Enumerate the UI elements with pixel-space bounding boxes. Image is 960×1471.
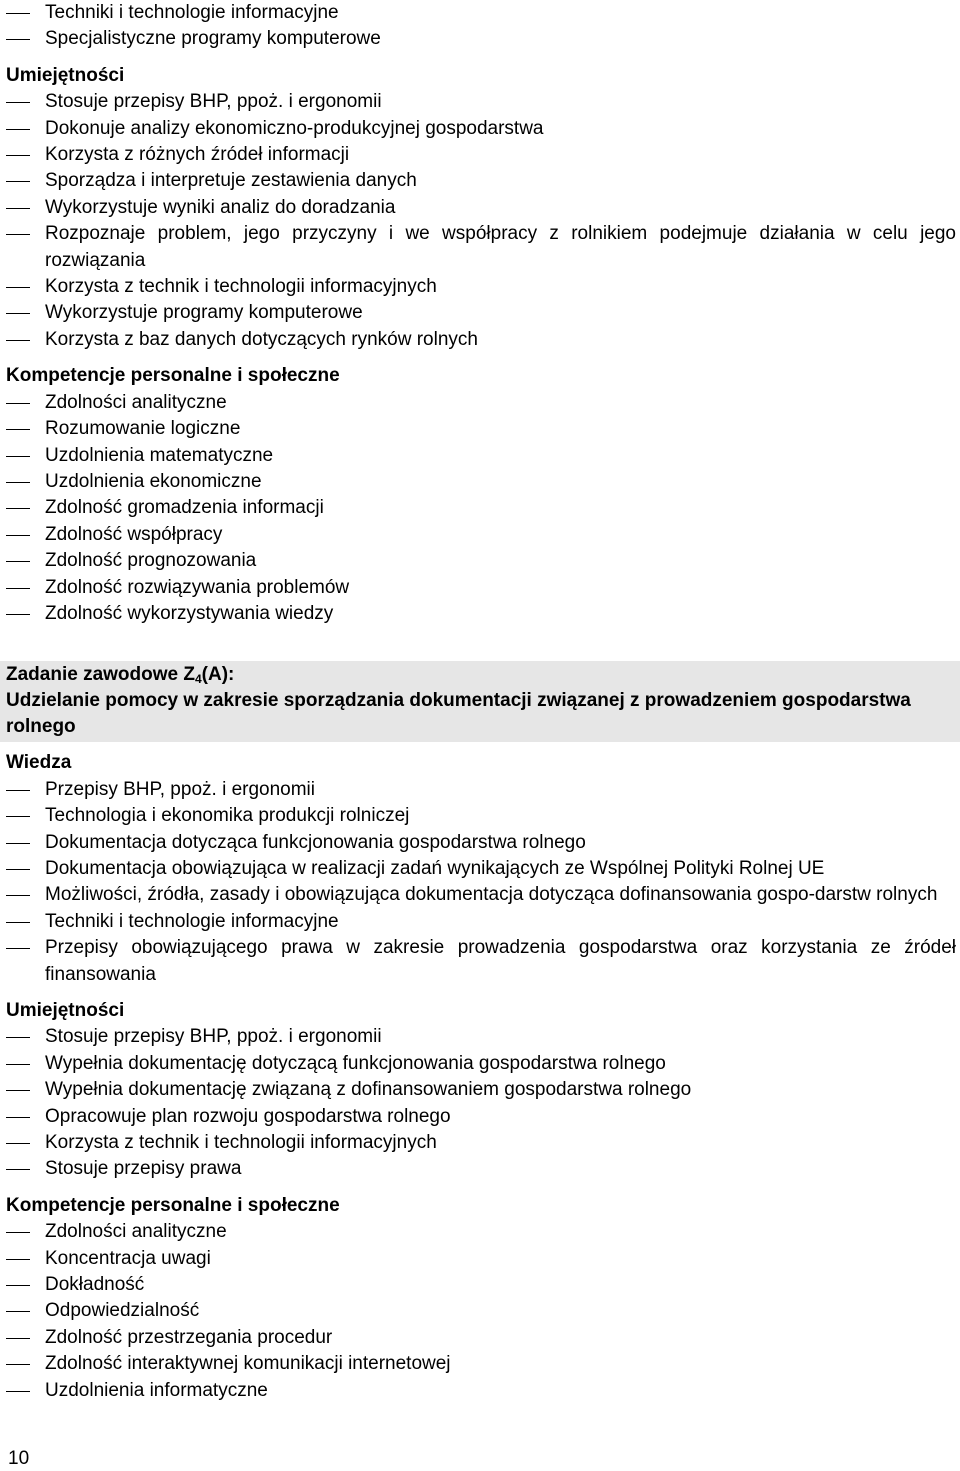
dash-bullet-icon xyxy=(6,1364,30,1365)
dash-bullet-icon xyxy=(6,1037,30,1038)
page-number: 10 xyxy=(8,1448,30,1469)
list-item-text: Stosuje przepisy BHP, ppoż. i ergonomii xyxy=(45,1026,382,1048)
list-item-text: Sporządza i interpretuje zestawienia danych xyxy=(45,170,417,192)
list-item-text: Zdolność przestrzegania procedur xyxy=(45,1326,333,1348)
dash-bullet-icon xyxy=(6,535,30,536)
dash-bullet-icon xyxy=(6,1311,30,1312)
list-item xyxy=(6,777,956,803)
task-title: Udzielanie pomocy w zakresie sporządzania dokumentacji związanej z prowadzeniem gospodarstwa rolnego xyxy=(6,690,911,738)
list-item-text: Przepisy BHP, ppoż. i ergonomii xyxy=(45,778,315,800)
list-item xyxy=(6,1104,956,1130)
dash-bullet-icon xyxy=(6,429,30,430)
list-item-text: Wypełnia dokumentację związaną z dofinansowaniem gospodarstwa rolnego xyxy=(45,1079,692,1101)
skills-list-2 xyxy=(6,1024,956,1182)
list-item xyxy=(6,1325,956,1351)
list-item xyxy=(6,416,956,442)
list-item-text: Opracowuje plan rozwoju gospodarstwa rolnego xyxy=(45,1105,451,1127)
list-item xyxy=(6,935,956,988)
list-item-text: Przepisy obowiązującego prawa w zakresie prowadzenia gospodarstwa oraz korzystania ze źródeł finansowania xyxy=(45,937,956,985)
list-item xyxy=(6,1024,956,1050)
dash-bullet-icon xyxy=(6,895,30,896)
dash-bullet-icon xyxy=(6,313,30,314)
list-item xyxy=(6,469,956,495)
dash-bullet-icon xyxy=(6,1169,30,1170)
dash-bullet-icon xyxy=(6,482,30,483)
list-item-text: Uzdolnienia ekonomiczne xyxy=(45,470,262,492)
task-label: Zadanie zawodowe $Z_4(A)$: xyxy=(6,664,235,687)
list-item xyxy=(6,168,956,194)
dash-bullet-icon xyxy=(6,869,30,870)
skills-heading-2: Umiejętności xyxy=(6,1000,125,1021)
dash-bullet-icon xyxy=(6,287,30,288)
list-item xyxy=(6,221,956,274)
dash-bullet-icon xyxy=(6,1232,30,1233)
dash-bullet-icon xyxy=(6,508,30,509)
list-item xyxy=(6,909,956,935)
list-item xyxy=(6,1051,956,1077)
dash-bullet-icon xyxy=(6,13,30,14)
knowledge-list-continued xyxy=(6,0,956,53)
dash-bullet-icon xyxy=(6,208,30,209)
task-header xyxy=(0,661,960,742)
document-page xyxy=(6,0,956,1404)
list-item xyxy=(6,195,956,221)
list-item-text: Stosuje przepisy prawa xyxy=(45,1158,242,1180)
list-item xyxy=(6,327,956,353)
dash-bullet-icon xyxy=(6,102,30,103)
list-item xyxy=(6,1246,956,1272)
list-item-text: Zdolność interaktywnej komunikacji internetowej xyxy=(45,1353,451,1375)
list-item-text: Technologia i ekonomika produkcji rolniczej xyxy=(45,805,410,827)
list-item-text: Uzdolnienia matematyczne xyxy=(45,444,274,466)
list-item xyxy=(6,390,956,416)
list-item xyxy=(6,0,956,26)
dash-bullet-icon xyxy=(6,1143,30,1144)
list-item xyxy=(6,300,956,326)
list-item xyxy=(6,1351,956,1377)
dash-bullet-icon xyxy=(6,129,30,130)
list-item xyxy=(6,1298,956,1324)
competences-heading: Kompetencje personalne i społeczne xyxy=(6,365,340,387)
list-item xyxy=(6,443,956,469)
skills-list xyxy=(6,89,956,353)
knowledge-list xyxy=(6,777,956,988)
list-item-text: Zdolności analityczne xyxy=(45,1221,227,1243)
list-item xyxy=(6,116,956,142)
list-item-text: Zdolności analityczne xyxy=(45,391,227,413)
list-item-text: Zdolność współpracy xyxy=(45,523,223,545)
list-item-text: Korzysta z technik i technologii informacyjnych xyxy=(45,1132,437,1154)
list-item xyxy=(6,575,956,601)
list-item xyxy=(6,1156,956,1182)
list-item xyxy=(6,495,956,521)
dash-bullet-icon xyxy=(6,1117,30,1118)
dash-bullet-icon xyxy=(6,614,30,615)
list-item-text: Zdolność gromadzenia informacji xyxy=(45,497,324,519)
list-item-text: Odpowiedzialność xyxy=(45,1300,200,1322)
list-item-text: Rozumowanie logiczne xyxy=(45,418,241,440)
list-item-text: Dokumentacja obowiązująca w realizacji zadań wynikających ze Wspólnej Polityki Rolnej UE xyxy=(45,857,825,879)
list-item-text: Rozpoznaje problem, jego przyczyny i we współpracy z rolnikiem podejmuje działania w celu jego rozwiązania xyxy=(45,223,956,271)
list-item-text: Zdolność wykorzystywania wiedzy xyxy=(45,602,334,624)
dash-bullet-icon xyxy=(6,155,30,156)
skills-heading: Umiejętności xyxy=(6,64,125,86)
list-item-text: Uzdolnienia informatyczne xyxy=(45,1379,268,1401)
dash-bullet-icon xyxy=(6,1090,30,1091)
dash-bullet-icon xyxy=(6,1338,30,1339)
list-item-text: Korzysta z technik i technologii informacyjnych xyxy=(45,276,437,298)
list-item-text: Zdolność prognozowania xyxy=(45,550,257,572)
dash-bullet-icon xyxy=(6,39,30,40)
list-item-text: Korzysta z baz danych dotyczących rynków rolnych xyxy=(45,328,478,350)
list-item-text: Specjalistyczne programy komputerowe xyxy=(45,28,381,50)
list-item xyxy=(6,803,956,829)
dash-bullet-icon xyxy=(6,588,30,589)
dash-bullet-icon xyxy=(6,1285,30,1286)
list-item xyxy=(6,274,956,300)
dash-bullet-icon xyxy=(6,843,30,844)
list-item xyxy=(6,830,956,856)
list-item xyxy=(6,142,956,168)
dash-bullet-icon xyxy=(6,340,30,341)
list-item xyxy=(6,882,956,908)
list-item xyxy=(6,548,956,574)
dash-bullet-icon xyxy=(6,948,30,949)
knowledge-heading: Wiedza xyxy=(6,752,72,774)
list-item xyxy=(6,1378,956,1404)
list-item-text: Możliwości, źródła, zasady i obowiązująca dokumentacja dotycząca dofinansowania gospo-darstw rolnych xyxy=(45,884,938,906)
list-item-text: Korzysta z różnych źródeł informacji xyxy=(45,144,350,166)
dash-bullet-icon xyxy=(6,790,30,791)
dash-bullet-icon xyxy=(6,456,30,457)
list-item-text: Wykorzystuje wyniki analiz do doradzania xyxy=(45,196,396,218)
list-item-text: Zdolność rozwiązywania problemów xyxy=(45,576,350,598)
list-item-text: Techniki i technologie informacyjne xyxy=(45,910,339,932)
list-item-text: Techniki i technologie informacyjne xyxy=(45,2,339,23)
list-item-text: Stosuje przepisy BHP, ppoż. i ergonomii xyxy=(45,91,382,113)
dash-bullet-icon xyxy=(6,1064,30,1065)
list-item xyxy=(6,1130,956,1156)
dash-bullet-icon xyxy=(6,922,30,923)
list-item xyxy=(6,26,956,52)
list-item-text: Dokładność xyxy=(45,1274,145,1296)
dash-bullet-icon xyxy=(6,1391,30,1392)
list-item xyxy=(6,856,956,882)
list-item xyxy=(6,601,956,627)
list-item-text: Wykorzystuje programy komputerowe xyxy=(45,302,363,324)
list-item-text: Dokumentacja dotycząca funkcjonowania gospodarstwa rolnego xyxy=(45,831,586,853)
list-item xyxy=(6,1272,956,1298)
list-item xyxy=(6,1077,956,1103)
list-item xyxy=(6,89,956,115)
list-item xyxy=(6,522,956,548)
competences-list-2 xyxy=(6,1219,956,1404)
competences-list xyxy=(6,390,956,628)
list-item-text: Wypełnia dokumentację dotyczącą funkcjonowania gospodarstwa rolnego xyxy=(45,1052,666,1074)
dash-bullet-icon xyxy=(6,816,30,817)
competences-heading-2: Kompetencje personalne i społeczne xyxy=(6,1194,340,1216)
dash-bullet-icon xyxy=(6,181,30,182)
list-item-text: Koncentracja uwagi xyxy=(45,1247,211,1269)
dash-bullet-icon xyxy=(6,1259,30,1260)
list-item-text: Dokonuje analizy ekonomiczno-produkcyjnej gospodarstwa xyxy=(45,117,544,139)
dash-bullet-icon xyxy=(6,234,30,235)
list-item xyxy=(6,1219,956,1245)
dash-bullet-icon xyxy=(6,403,30,404)
dash-bullet-icon xyxy=(6,561,30,562)
